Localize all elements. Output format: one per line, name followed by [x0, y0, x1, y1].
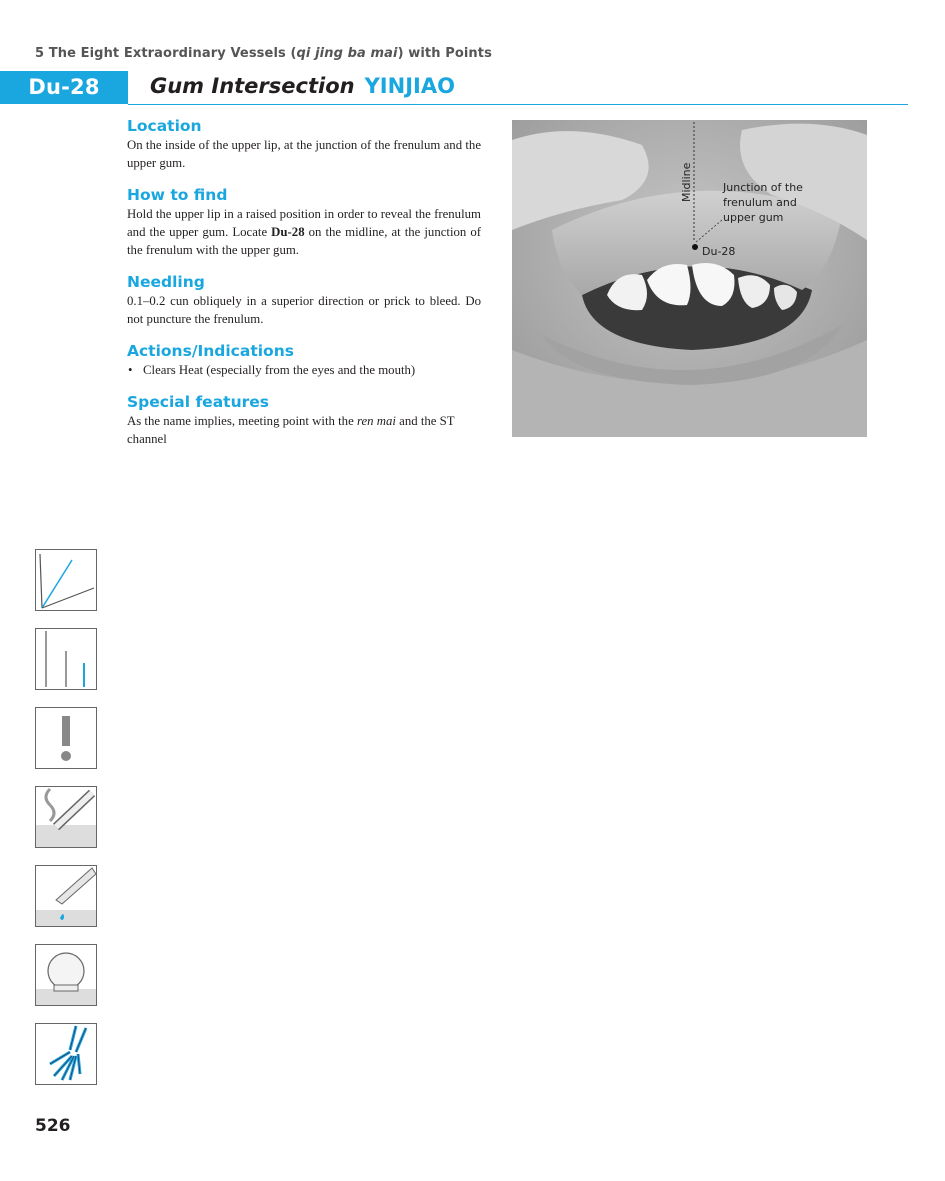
location-text: On the inside of the upper lip, at the junction of the frenulum and the upper gum. [127, 138, 481, 170]
text-column [127, 116, 481, 461]
moxibustion-icon [35, 786, 97, 848]
needling-heading: Needling [127, 273, 205, 291]
point-pinyin: YINJIAO [364, 74, 455, 98]
how-to-find-section [127, 185, 481, 259]
location-section [127, 116, 481, 172]
needling-text: 0.1–0.2 cun obliquely in a superior direction or prick to bleed. Do not puncture the frenulum. [127, 294, 481, 326]
location-heading: Location [127, 117, 202, 135]
mouth-photo [512, 120, 867, 437]
needle-depth-icon [35, 628, 97, 690]
special-features-heading: Special features [127, 393, 269, 411]
point-title [150, 74, 455, 98]
needling-section [127, 272, 481, 328]
cupping-icon [35, 944, 97, 1006]
how-to-find-heading: How to find [127, 186, 228, 204]
skeletal-hand-icon [35, 1023, 97, 1085]
point-label: Du-28 [702, 245, 736, 258]
junction-label-line-1: Junction of the [723, 181, 803, 194]
bloodletting-icon [35, 865, 97, 927]
oblique-needling-icon [35, 549, 97, 611]
point-name: Gum Intersection [150, 74, 355, 98]
running-head: 5 The Eight Extraordinary Vessels (qi jing ba mai) with Points [35, 46, 492, 61]
caution-icon [35, 707, 97, 769]
midline-label: Midline [680, 162, 693, 202]
actions-section [127, 341, 481, 379]
actions-heading: Actions/Indications [127, 342, 294, 360]
special-features-text: As the name implies, meeting point with the ren mai and the ST channel [127, 414, 455, 446]
point-code-badge: Du-28 [0, 71, 128, 104]
special-features-section [127, 392, 481, 448]
how-to-find-text: Hold the upper lip in a raised position in order to reveal the frenulum and the upper gum. Locate Du-28 on the midline, at the junction of the frenulum with the upper gum. [127, 207, 481, 257]
actions-item: • Clears Heat (especially from the eyes and the mouth) [127, 361, 481, 379]
du28-point-marker [692, 244, 698, 250]
junction-label-line-3: upper gum [723, 211, 784, 224]
page-number: 526 [35, 1116, 71, 1136]
title-rule [128, 104, 908, 105]
junction-label-line-2: frenulum and [723, 196, 797, 209]
